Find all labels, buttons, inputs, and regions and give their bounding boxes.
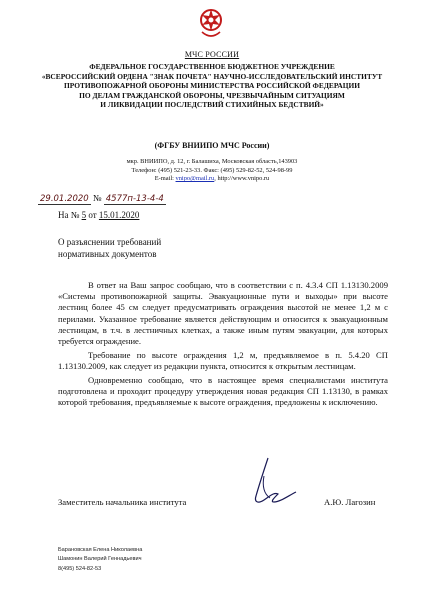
email-web-line: E-mail: vnipo@mail.ru, http://www.vnipo.ru xyxy=(154,175,270,183)
org-line: И ЛИКВИДАЦИИ ПОСЛЕДСТВИЙ СТИХИЙНЫХ БЕДСТВИЙ» xyxy=(100,100,324,110)
contacts-block xyxy=(120,158,304,184)
executor-phone: 8(495) 524-82-53 xyxy=(58,565,102,572)
reference-prefix: На № xyxy=(58,210,80,220)
emchs-emblem-icon xyxy=(196,6,226,40)
org-line: ПРОТИВОПОЖАРНОЙ ОБОРОНЫ МИНИСТЕРСТВА РОССИЙСКОЙ ФЕДЕРАЦИИ xyxy=(63,81,361,91)
signer-role: Заместитель начальника института xyxy=(58,497,187,507)
signer-name: А.Ю. Лагозин xyxy=(324,497,376,507)
registration-date: 29.01.2020 xyxy=(40,194,89,204)
reference-line xyxy=(58,210,139,220)
subject-line: О разъяснении требований xyxy=(58,237,162,247)
reference-number: 5 xyxy=(81,210,87,220)
executors-block xyxy=(58,546,142,574)
email-label: E-mail: xyxy=(154,175,174,183)
registration-no-label: № xyxy=(92,193,102,203)
org-short-name: МЧС РОССИИ xyxy=(184,50,240,59)
reference-from-label: от xyxy=(88,210,97,220)
website-link[interactable]: http://www.vnipo.ru xyxy=(217,175,270,183)
body-paragraph: Одновременно сообщаю, что в настоящее время специалистами института подготовлена и проходит процедуру утверждения новая редакция СП 1.13130, в рамках которой требования, предъявляемые к высоте ограждения, предложены к исключению. xyxy=(58,374,388,408)
executor-line: Барановская Елена Николаевна xyxy=(58,547,143,553)
body-paragraph: Требование по высоте ограждения 1,2 м, предъявляемое в п. 5.4.20 СП 1.13130.2009, как следует из редакции пункта, относится к открытым лестницам. xyxy=(58,349,388,371)
reference-date: 15.01.2020 xyxy=(98,210,140,220)
body-paragraph: В ответ на Ваш запрос сообщаю, что в соответствии с п. 4.3.4 СП 1.13130.2009 «Системы противопожарной защиты. Эвакуационные пути и выходы» при высоте лестниц более 45 см следует предусматривать ограждения высотой не менее 1,2 м с перилами. Указанное требование является действующим и относится к эвакуационным лестницам, в т.ч. в лестничных клетках, а также иным путям эвакуации, для которых требуется ограждение. xyxy=(58,280,388,347)
organization-full-name xyxy=(40,62,384,110)
handwritten-signature xyxy=(234,456,304,508)
letter-subject xyxy=(58,237,161,260)
org-line: ФЕДЕРАЛЬНОЕ ГОСУДАРСТВЕННОЕ БЮДЖЕТНОЕ УЧРЕЖДЕНИЕ xyxy=(89,62,335,71)
subject-line: нормативных документов xyxy=(58,248,157,259)
email-link[interactable]: vnipo@mail.ru xyxy=(175,175,215,183)
address: мкр. ВНИИПО, д. 12, г. Балашиха, Московская область,143903 xyxy=(126,158,298,165)
org-line: ПО ДЕЛАМ ГРАЖДАНСКОЙ ОБОРОНЫ, ЧРЕЗВЫЧАЙНЫМ СИТУАЦИЯМ xyxy=(79,90,345,100)
letter-body xyxy=(58,280,388,411)
registration-line xyxy=(38,193,166,205)
phones: Телефон: (495) 521-23-33. Факс: (495) 529-82-52, 524-98-99 xyxy=(131,166,293,174)
executor-line: Шамонин Валерий Геннадьевич xyxy=(58,556,142,563)
org-line: «ВСЕРОССИЙСКИЙ ОРДЕНА "ЗНАК ПОЧЕТА" НАУЧНО-ИССЛЕДОВАТЕЛЬСКИЙ ИНСТИТУТ xyxy=(41,71,383,81)
org-abbreviation: (ФГБУ ВНИИПО МЧС России) xyxy=(154,141,270,150)
registration-number: 4577п-13-4-4 xyxy=(105,194,164,204)
